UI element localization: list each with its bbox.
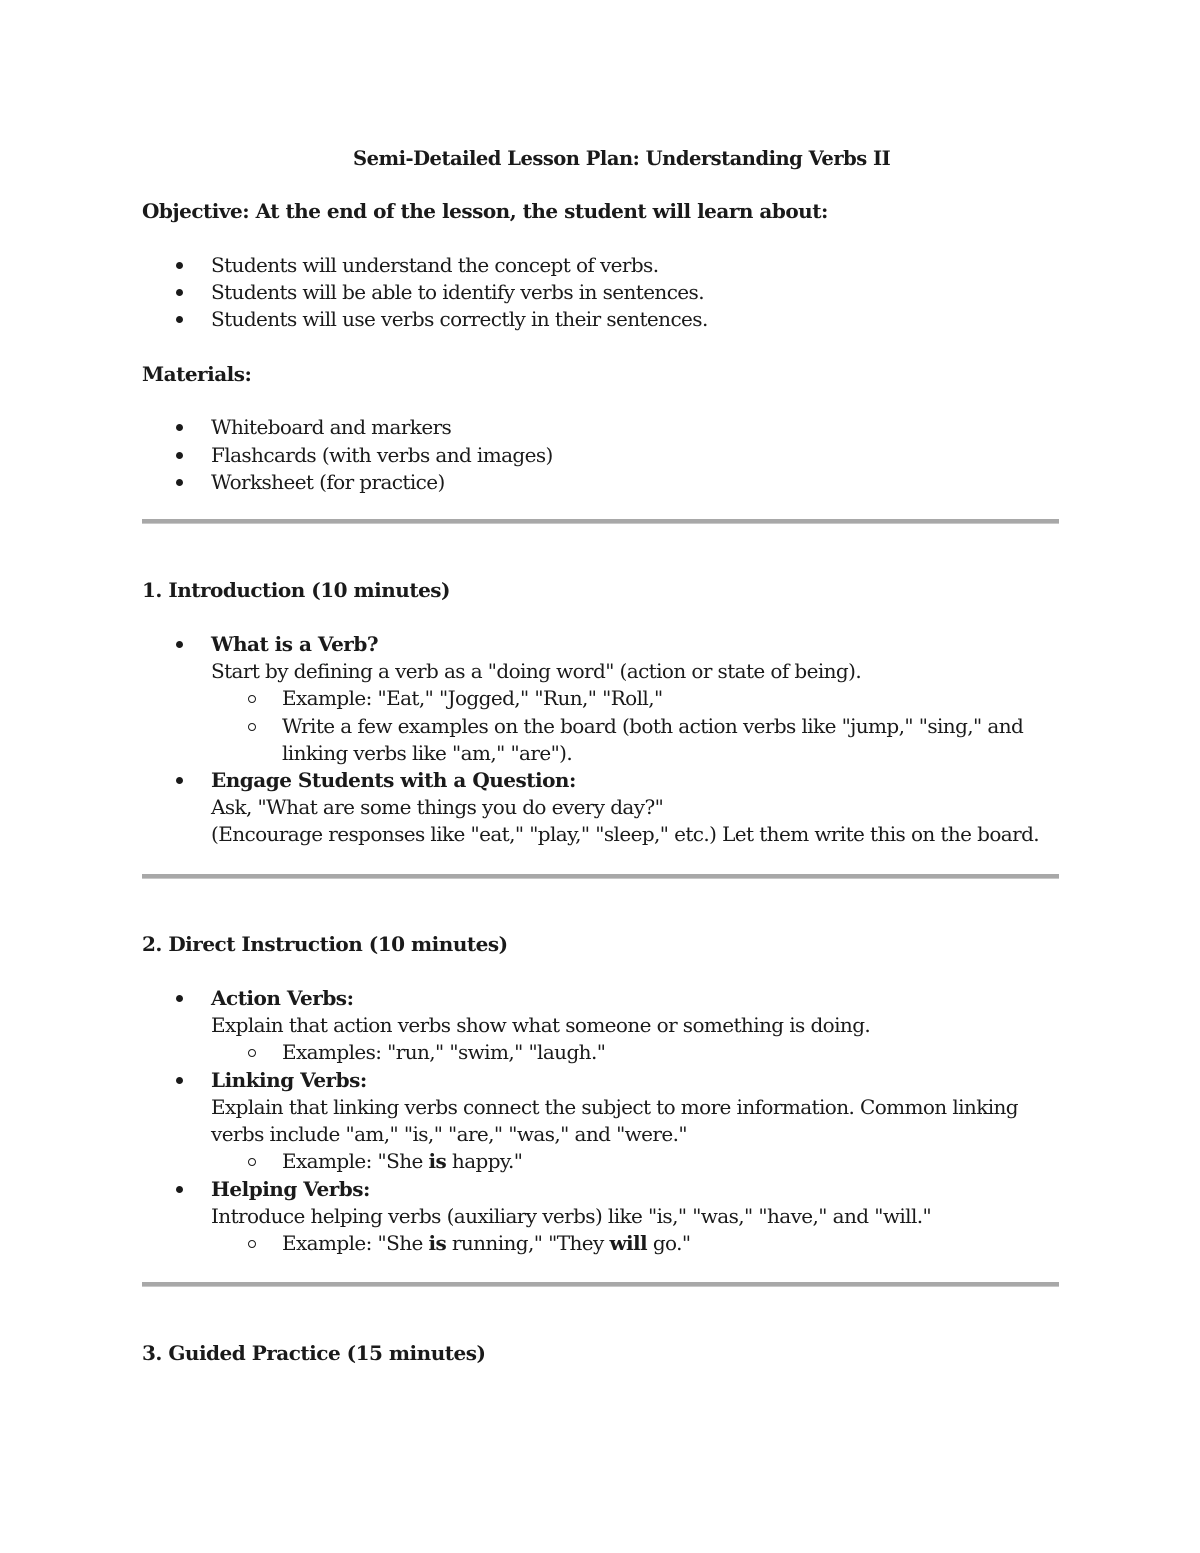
page-title: Semi-Detailed Lesson Plan: Understanding Verbs II: [353, 147, 891, 170]
bullet-icon: [176, 1077, 183, 1084]
sub-bullet-icon: [248, 1240, 256, 1248]
sub-bullet-icon: [248, 1158, 256, 1166]
section-heading-guided-practice: 3. Guided Practice (15 minutes): [142, 1341, 486, 1365]
sub-bullet-icon: [248, 695, 256, 703]
bullet-icon: [176, 262, 183, 269]
intro-engage-line2: (Encourage responses like "eat," "play," "sleep," etc.) Let them write this on the board.: [211, 822, 1040, 846]
sub-bullet-icon: [248, 1049, 256, 1057]
intro-write-examples-line1: Write a few examples on the board (both action verbs like "jump," "sing," and: [282, 714, 1024, 738]
horizontal-rule: [142, 874, 1059, 879]
helping-example-bold-is: is: [428, 1231, 447, 1255]
action-verbs-examples: Examples: "run," "swim," "laugh.": [282, 1040, 606, 1064]
action-verbs-text: Explain that action verbs show what someone or something is doing.: [211, 1013, 871, 1037]
intro-engage-title: Engage Students with a Question:: [211, 768, 576, 792]
bullet-icon: [176, 316, 183, 323]
bullet-icon: [176, 1186, 183, 1193]
objective-item: Students will be able to identify verbs in sentences.: [211, 280, 704, 304]
action-verbs-title: Action Verbs:: [211, 986, 354, 1010]
linking-example-bold: is: [428, 1149, 447, 1173]
helping-verbs-title: Helping Verbs:: [211, 1177, 370, 1201]
linking-verbs-line2: verbs include "am," "is," "are," "was," and "were.": [211, 1122, 687, 1146]
bullet-icon: [176, 289, 183, 296]
bullet-icon: [176, 452, 183, 459]
objective-item: Students will understand the concept of verbs.: [211, 253, 659, 277]
linking-example-post: happy.": [446, 1149, 523, 1173]
intro-write-examples-line2: linking verbs like "am," "are").: [282, 741, 573, 765]
helping-example-pre: Example: "She: [282, 1231, 429, 1255]
objective-item: Students will use verbs correctly in their sentences.: [211, 307, 708, 331]
helping-example-bold-will: will: [609, 1231, 648, 1255]
materials-item: Flashcards (with verbs and images): [211, 443, 553, 467]
bullet-icon: [176, 641, 183, 648]
helping-example-post: go.": [647, 1231, 691, 1255]
materials-heading: Materials:: [142, 362, 252, 386]
horizontal-rule: [142, 519, 1059, 524]
objective-heading: Objective: At the end of the lesson, the student will learn about:: [142, 199, 828, 223]
intro-what-is-verb-title: What is a Verb?: [211, 632, 379, 656]
linking-example-pre: Example: "She: [282, 1149, 429, 1173]
materials-item: Whiteboard and markers: [211, 415, 452, 439]
bullet-icon: [176, 777, 183, 784]
intro-engage-line1: Ask, "What are some things you do every day?": [211, 795, 664, 819]
bullet-icon: [176, 995, 183, 1002]
sub-bullet-icon: [248, 723, 256, 731]
bullet-icon: [176, 479, 183, 486]
intro-what-is-verb-text: Start by defining a verb as a "doing word" (action or state of being).: [211, 659, 862, 683]
helping-verbs-example: [282, 1230, 690, 1257]
linking-verbs-line1: Explain that linking verbs connect the subject to more information. Common linking: [211, 1095, 1019, 1119]
helping-verbs-text: Introduce helping verbs (auxiliary verbs) like "is," "was," "have," and "will.": [211, 1204, 932, 1228]
linking-verbs-example: [282, 1148, 522, 1175]
linking-verbs-title: Linking Verbs:: [211, 1068, 367, 1092]
horizontal-rule: [142, 1282, 1059, 1287]
helping-example-mid: running," "They: [446, 1231, 610, 1255]
bullet-icon: [176, 424, 183, 431]
materials-item: Worksheet (for practice): [211, 470, 445, 494]
intro-example: Example: "Eat," "Jogged," "Run," "Roll,": [282, 686, 663, 710]
section-heading-direct-instruction: 2. Direct Instruction (10 minutes): [142, 932, 508, 956]
section-heading-introduction: 1. Introduction (10 minutes): [142, 578, 451, 602]
